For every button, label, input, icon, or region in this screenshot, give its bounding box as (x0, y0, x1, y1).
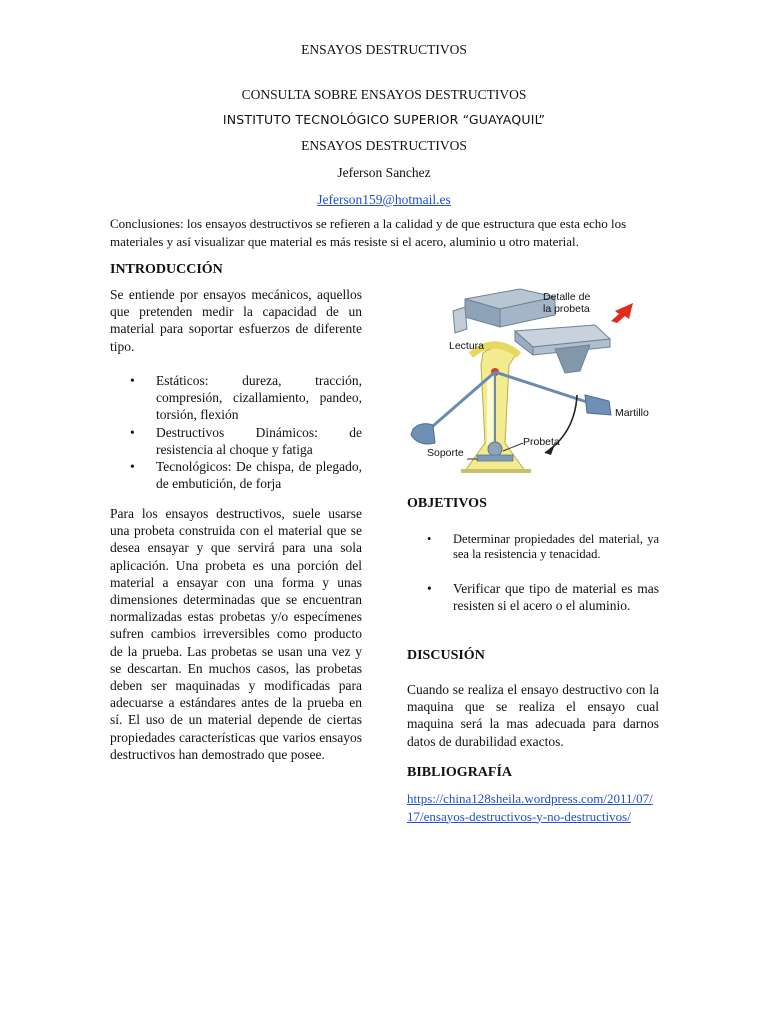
label-martillo: Martillo (615, 407, 649, 419)
intro-paragraph-2: Para los ensayos destructivos, suele usarse una probeta construida con el material que se desea ensayar y que servirá para una sola aplicación. Una probeta es una porción del material a ensayar con una forma y unas dimensiones determinadas que se encuentran normalizadas estas probetas y/o especímenes sufren cambios irreversibles como producto de la prueba. Las probetas se usan una vez y se descartan. En muchos casos, las probetas deben ser maquinadas y modificadas para adecuarse a estándares antes de la prueba en sí. El uso de un material depende de ciertas propiedades características que varios ensayos destructivos han demostrado que posee. (110, 506, 362, 762)
heading-bibliografia: BIBLIOGRAFÍA (407, 765, 513, 780)
discusion-paragraph: Cuando se realiza el ensayo destructivo con la maquina que se realiza el ensayo cual maquina será la mas adecuada para darnos datos de durabilidad exactos. (407, 682, 659, 749)
intro-paragraph-1: Se entiende por ensayos mecánicos, aquellos que pretenden medir la capacidad de un material para soportar esfuerzos de diferente tipo. (110, 287, 362, 354)
hammer-right-icon (585, 395, 611, 415)
pendulum-machine-figure (405, 283, 675, 488)
hammer-left-icon (411, 424, 435, 444)
label-detalle-2: la probeta (543, 303, 590, 315)
intro-bullet-list (110, 372, 362, 492)
consulta-title: CONSULTA SOBRE ENSAYOS DESTRUCTIVOS (241, 87, 527, 102)
heading-discusion: DISCUSIÓN (407, 648, 485, 663)
red-arrow-icon (611, 303, 633, 323)
list-item: • Destructivos Dinámicos: de resistencia al choque y fatiga (110, 424, 362, 458)
objetivos-bullet-list (407, 532, 659, 562)
institute-name: INSTITUTO TECNOLÓGICO SUPERIOR “GUAYAQUIL” (222, 112, 546, 127)
author-name: Jeferson Sanchez (337, 165, 431, 180)
objetivos-bullet-list-2 (407, 580, 659, 614)
heading-introduccion: INTRODUCCIÓN (110, 262, 223, 277)
author-email-link[interactable]: Jeferson159@hotmail.es (317, 192, 451, 207)
list-item: • Estáticos: dureza, tracción, compresión, cizallamiento, pandeo, torsión, flexión (110, 372, 362, 424)
list-item: • Determinar propiedades del material, ya sea la resistencia y tenacidad. (407, 532, 659, 562)
label-soporte: Soporte (427, 447, 464, 459)
label-lectura: Lectura (449, 340, 485, 352)
subtitle: ENSAYOS DESTRUCTIVOS (301, 138, 467, 153)
abstract: Conclusiones: los ensayos destructivos se refieren a la calidad y de que estructura que esta echo los materiales y así visualizar que material es más resiste si el acero, aluminio u otro material. (110, 216, 627, 249)
list-item: • Tecnológicos: De chispa, de plegado, de embutición, de forja (110, 458, 362, 492)
label-probeta: Probeta (523, 436, 560, 448)
email-line (0, 192, 768, 208)
bibliography-link[interactable]: https://china128sheila.wordpress.com/2011/07/17/ensayos-destructivos-y-no-destructivos/ (407, 791, 653, 824)
document-title: ENSAYOS DESTRUCTIVOS (301, 42, 467, 57)
heading-objetivos: OBJETIVOS (407, 496, 487, 511)
label-detalle-1: Detalle de (543, 291, 591, 303)
list-item: • Verificar que tipo de material es mas resisten si el acero o el aluminio. (407, 580, 659, 614)
